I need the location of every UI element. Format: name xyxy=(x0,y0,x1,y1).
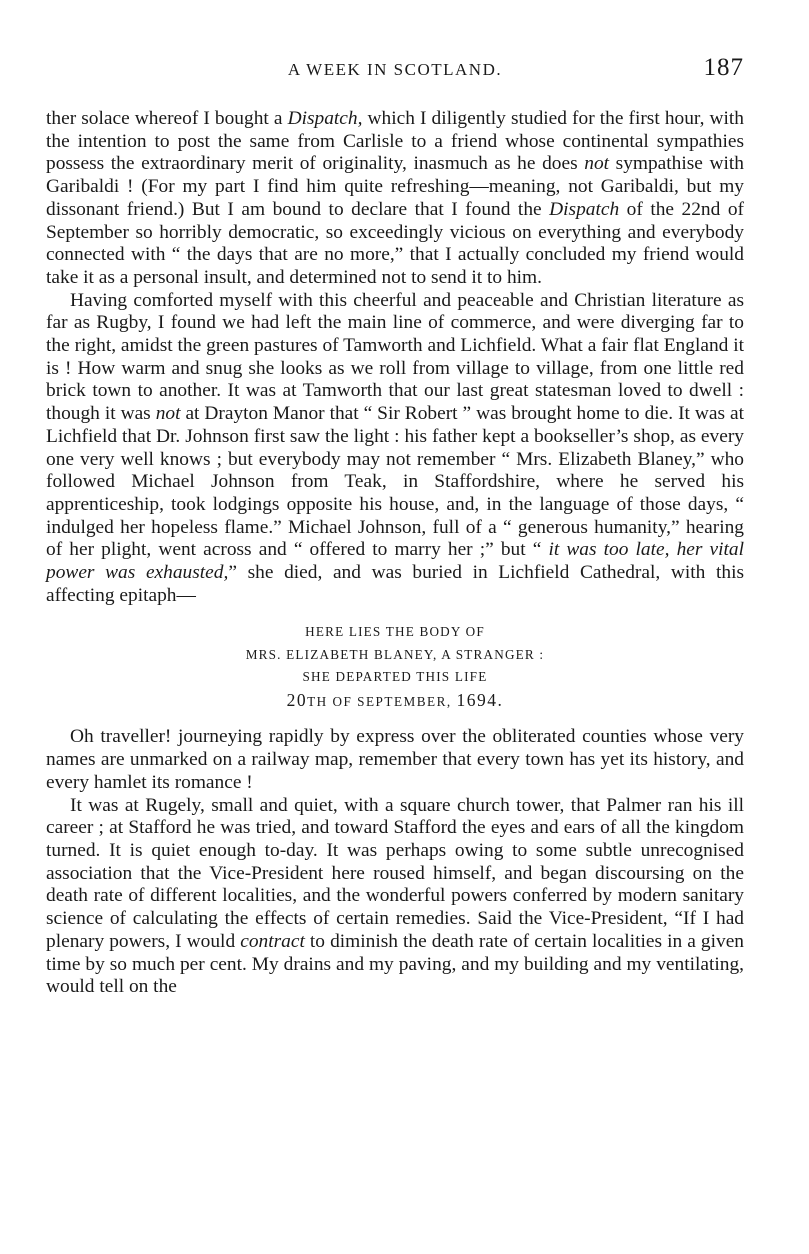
epitaph-block xyxy=(46,621,744,713)
epitaph-line-3: SHE DEPARTED THIS LIFE xyxy=(302,669,488,685)
date-year: 1694. xyxy=(456,689,504,710)
italic-run: not xyxy=(584,153,610,175)
date-ordinal: TH xyxy=(307,693,328,709)
date-month: OF SEPTEMBER, xyxy=(327,693,457,709)
italic-run: Dispatch xyxy=(549,198,620,220)
paragraph-4 xyxy=(46,795,744,999)
page-number: 187 xyxy=(703,54,744,81)
text-run: of the 22nd of September so horribly democratic, so exceedingly vicious on everything and everybody connected with “ the days that are no more,” that I actually concluded my friend would take it as a personal insult, and determined not to send it to him. xyxy=(46,198,744,288)
text-run: sympathise with Garibaldi ! (For my part I find him quite refreshing—meaning, not Garibaldi, but my dissonant friend.) But I am bound to declare that I found the xyxy=(46,153,745,220)
body-text xyxy=(46,108,744,999)
date-day: 20 xyxy=(286,689,308,710)
text-run: ther solace whereof I bought a xyxy=(46,108,288,129)
running-header xyxy=(46,54,744,88)
italic-run: not xyxy=(155,403,181,425)
epitaph-date-line xyxy=(46,689,744,714)
epitaph-line-2: MRS. ELIZABETH BLANEY, A STRANGER : xyxy=(245,646,545,662)
paragraph-3: Oh traveller! journeying rapidly by express over the obliterated counties whose very names are unmarked on a railway map, remember that every town has yet its history, and every hamlet its romance ! xyxy=(46,726,744,793)
book-page xyxy=(46,54,745,999)
epitaph-line-1: HERE LIES THE BODY OF xyxy=(305,624,485,640)
text-run: to diminish the death rate of certain localities in a given time by so much per cent. My drains and my paving, and my building and my ventilating, would tell on the xyxy=(46,930,744,998)
paragraph-1 xyxy=(46,108,744,290)
text-run: which I diligently studied for the first hour, with the intention to post the same from Carlisle to a friend whose continental sympathies possess the extraordinary merit of originality, inasmuch as he does xyxy=(46,108,744,175)
italic-run: contract xyxy=(240,930,305,952)
text-run: at Drayton Manor that “ Sir Robert ” was brought home to die. It was at Lichfield that Dr. Johnson first saw the light : his father kept a bookseller’s shop, as every one very well knows ; but everybody may not remember “ Mrs. Elizabeth Blaney,” who followed Michael Johnson from Teak, in Staffordshire, where he served his apprenticeship, took lodgings opposite his house, and, in the language of those days, “ indulged her hopeless flame.” Michael Johnson, full of a “ generous humanity,” hearing of her plight, went across and “ offered to marry her ;” but “ xyxy=(46,403,745,561)
text-run: Having comforted myself with this cheerful and peaceable and Christian literature as far as Rugby, I found we had left the main line of commerce, and were diverging far to the right, amidst the green pastures of Tamworth and Lichfield. What a fair flat England it is ! How warm and snug she looks as we roll from village to village, from one little red brick town to another. It was at Tamworth that our last great statesman loved to dwell : though it was xyxy=(46,289,744,425)
paragraph-2 xyxy=(46,290,744,608)
text-run: ” she died, and was buried in Lichfield Cathedral, with this affecting epitaph— xyxy=(46,562,744,606)
text-run: It was at Rugely, small and quiet, with a square church tower, that Palmer ran his ill career ; at Stafford he was tried, and toward Stafford the eyes and ears of all the kingdom turned. It is quiet enough to-day. It was perhaps owing to some subtle unrecognised association that the Vice-President here roused himself, and began discoursing on the death rate of different localities, and the wonderful powers conferred by modern sanitary science of calculating the effects of certain remedies. Said the Vice-President, “If I had plenary powers, I would xyxy=(46,794,744,952)
italic-run: Dispatch, xyxy=(287,108,363,129)
italic-run: it was too late, her vital power was exhausted, xyxy=(46,539,744,584)
running-title: A WEEK IN SCOTLAND. xyxy=(287,60,503,79)
